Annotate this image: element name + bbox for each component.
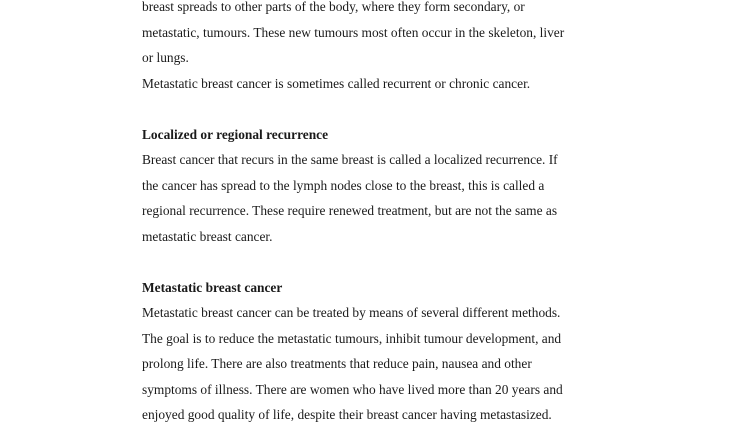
text-line: prolong life. There are also treatments that reduce pain, nausea and other <box>142 356 532 371</box>
text-line: symptoms of illness. There are women who have lived more than 20 years and <box>142 381 563 397</box>
document-body <box>142 0 622 428</box>
text-line: metastatic, tumours. These new tumours most often occur in the skeleton, liver <box>142 24 565 40</box>
paragraph-gap <box>142 249 622 275</box>
intro-paragraph <box>142 0 622 96</box>
text-line: Metastatic breast cancer is sometimes called recurrent or chronic cancer. <box>142 75 531 91</box>
section-metastatic-breast-cancer <box>142 275 622 428</box>
section-heading: Localized or regional recurrence <box>142 126 329 142</box>
section-heading: Metastatic breast cancer <box>142 279 283 295</box>
text-line: breast spreads to other parts of the body, where they form secondary, or <box>142 0 525 14</box>
text-line: enjoyed good quality of life, despite their breast cancer having metastasized. <box>142 407 552 422</box>
text-line: metastatic breast cancer. <box>142 228 273 244</box>
text-line: Breast cancer that recurs in the same breast is called a localized recurrence. If <box>142 152 558 167</box>
paragraph-gap <box>142 96 622 122</box>
text-line: the cancer has spread to the lymph nodes close to the breast, this is called a <box>142 177 545 193</box>
text-line: The goal is to reduce the metastatic tumours, inhibit tumour development, and <box>142 330 562 346</box>
section-localized-recurrence <box>142 122 622 250</box>
text-line: regional recurrence. These require renewed treatment, but are not the same as <box>142 203 558 218</box>
text-line: Metastatic breast cancer can be treated by means of several different methods. <box>142 305 561 320</box>
text-line: or lungs. <box>142 50 189 65</box>
